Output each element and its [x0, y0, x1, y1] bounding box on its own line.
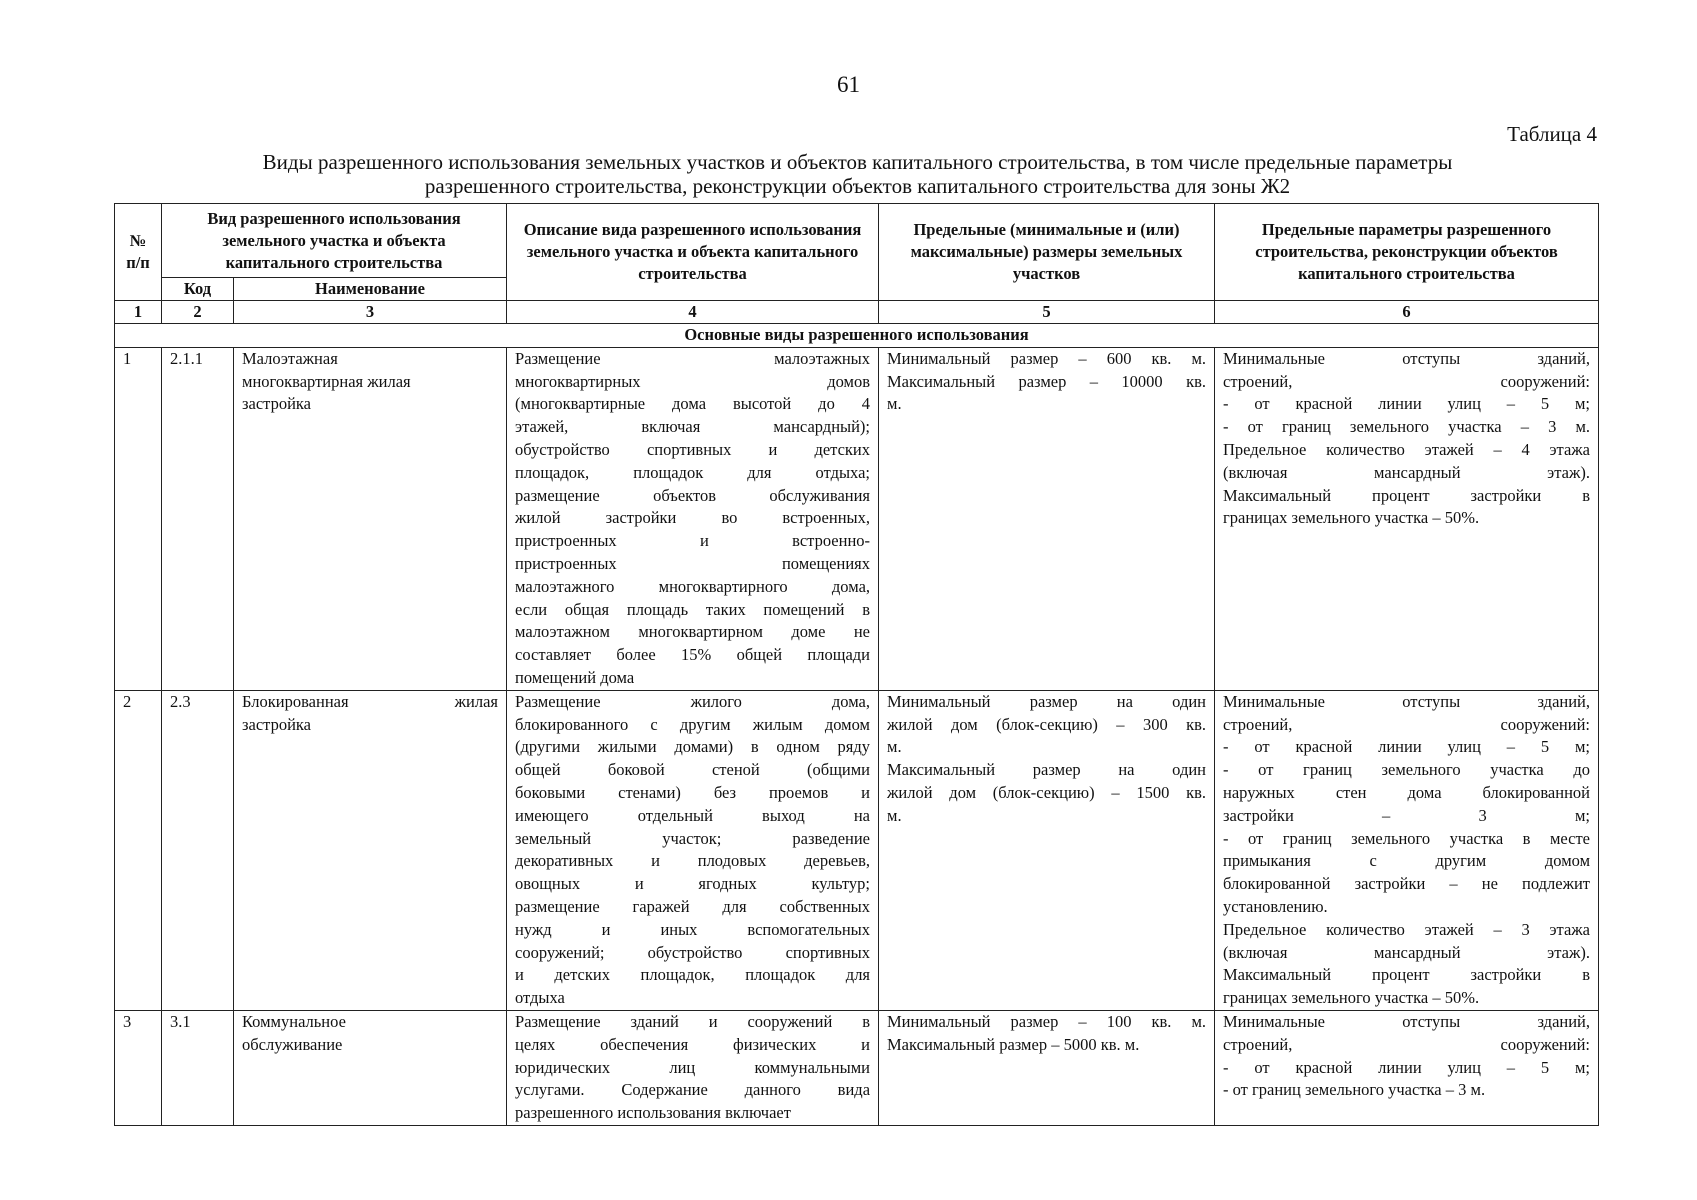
- section-row: [115, 324, 1599, 348]
- description-line: (многоквартирные дома высотой до 4: [515, 394, 871, 414]
- params-line: (включая мансардный этаж).: [1223, 462, 1591, 482]
- header-description: Описание вида разрешенного использования земельного участка и объекта капитального строительства: [507, 204, 879, 301]
- description-line: этажей, включая мансардный);: [515, 417, 871, 437]
- page-number: 61: [837, 72, 860, 97]
- params-line: - от границ земельного участка – 3 м.: [1223, 1080, 1486, 1100]
- row-number: 3: [115, 1010, 162, 1125]
- row-sizes: [879, 1010, 1215, 1125]
- row-name: [234, 347, 507, 690]
- params-line: - от красной линии улиц – 5 м;: [1223, 737, 1591, 757]
- description-line: (другими жилыми домами) в одном ряду: [515, 737, 871, 757]
- row-sizes: [879, 690, 1215, 1010]
- params-line: установлению.: [1223, 896, 1328, 916]
- description-line: обустройство спортивных и детских: [515, 439, 871, 459]
- header-num: № п/п: [115, 204, 162, 301]
- params-line: границах земельного участка – 50%.: [1223, 508, 1480, 528]
- params-line: (включая мансардный этаж).: [1223, 942, 1591, 962]
- sizes-line: м.: [887, 394, 902, 414]
- description-line: целях обеспечения физических и: [515, 1034, 871, 1054]
- params-line: - от границ земельного участка в месте: [1223, 828, 1591, 848]
- description-line: имеющего отдельный выход на: [515, 805, 871, 825]
- name-line: обслуживание: [242, 1034, 343, 1054]
- params-line: - от красной линии улиц – 5 м;: [1223, 394, 1591, 414]
- table-title-line-1: Виды разрешенного использования земельных участков и объектов капитального строительства, в том числе предельные параметры: [262, 150, 1453, 174]
- description-line: если общая площадь таких помещений в: [515, 599, 871, 619]
- params-line: наружных стен дома блокированной: [1223, 782, 1591, 802]
- header-sizes: Предельные (минимальные и (или) максимальные) размеры земельных участков: [879, 204, 1215, 301]
- row-number: 1: [115, 347, 162, 690]
- description-line: земельный участок; разведение: [515, 828, 871, 848]
- row-sizes: [879, 347, 1215, 690]
- table-title-line-2: разрешенного строительства, реконструкции объектов капитального строительства для зоны Ж2: [424, 174, 1291, 198]
- header-row: [115, 204, 1599, 278]
- description-line: размещение объектов обслуживания: [515, 485, 871, 505]
- params-line: Предельное количество этажей – 3 этажа: [1223, 919, 1591, 939]
- description-line: помещений дома: [515, 667, 635, 687]
- params-line: строений, сооружений:: [1223, 1034, 1591, 1054]
- description-line: многоквартирных домов: [515, 371, 871, 391]
- column-number: 4: [507, 301, 879, 324]
- description-line: нужд и иных вспомогательных: [515, 919, 871, 939]
- params-line: - от границ земельного участка – 3 м.: [1223, 417, 1591, 437]
- table-row: [115, 690, 1599, 1010]
- row-number: 2: [115, 690, 162, 1010]
- row-code: 2.1.1: [162, 347, 234, 690]
- params-line: строений, сооружений:: [1223, 714, 1591, 734]
- description-line: блокированного с другим жилым домом: [515, 714, 871, 734]
- params-line: застройки – 3 м;: [1223, 805, 1591, 825]
- zoning-table-container: [114, 203, 1598, 1126]
- params-line: Минимальные отступы зданий,: [1223, 691, 1591, 711]
- description-line: общей боковой стеной (общими: [515, 760, 871, 780]
- row-params: [1215, 1010, 1599, 1125]
- params-line: - от границ земельного участка до: [1223, 760, 1591, 780]
- description-line: Размещение малоэтажных: [515, 348, 871, 368]
- description-line: малоэтажного многоквартирного дома,: [515, 576, 871, 596]
- header-code: Код: [162, 278, 234, 301]
- row-code: 3.1: [162, 1010, 234, 1125]
- name-line: Коммунальное: [242, 1011, 346, 1031]
- column-number: 6: [1215, 301, 1599, 324]
- params-line: Минимальные отступы зданий,: [1223, 348, 1591, 368]
- sizes-line: м.: [887, 737, 902, 757]
- description-line: пристроенных и встроенно-: [515, 531, 871, 551]
- description-line: и детских площадок, площадок для: [515, 965, 871, 985]
- row-code: 2.3: [162, 690, 234, 1010]
- zoning-table: [114, 203, 1599, 1126]
- name-line: застройка: [242, 714, 311, 734]
- sizes-line: Минимальный размер – 100 кв. м.: [887, 1011, 1207, 1031]
- params-line: границах земельного участка – 50%.: [1223, 988, 1480, 1008]
- params-line: строений, сооружений:: [1223, 371, 1591, 391]
- column-number: 2: [162, 301, 234, 324]
- row-description: [507, 347, 879, 690]
- row-params: [1215, 347, 1599, 690]
- row-description: [507, 690, 879, 1010]
- sizes-line: Минимальный размер – 600 кв. м.: [887, 348, 1207, 368]
- description-line: пристроенных помещениях: [515, 553, 871, 573]
- description-line: юридических лиц коммунальными: [515, 1057, 871, 1077]
- name-line: Блокированная жилая: [242, 691, 499, 711]
- sizes-line: жилой дом (блок-секцию) – 300 кв.: [887, 714, 1207, 734]
- sizes-line: Минимальный размер на один: [887, 691, 1207, 711]
- description-line: разрешенного использования включает: [515, 1103, 791, 1123]
- sizes-line: Максимальный размер – 10000 кв.: [887, 371, 1207, 391]
- params-line: Предельное количество этажей – 4 этажа: [1223, 439, 1591, 459]
- description-line: сооружений; обустройство спортивных: [515, 942, 871, 962]
- row-params: [1215, 690, 1599, 1010]
- sizes-line: м.: [887, 805, 902, 825]
- column-number: 5: [879, 301, 1215, 324]
- header-name: Наименование: [234, 278, 507, 301]
- sizes-line: жилой дом (блок-секцию) – 1500 кв.: [887, 782, 1207, 802]
- params-line: Минимальные отступы зданий,: [1223, 1011, 1591, 1031]
- description-line: услугами. Содержание данного вида: [515, 1080, 871, 1100]
- column-number: 3: [234, 301, 507, 324]
- description-line: жилой застройки во встроенных,: [515, 508, 871, 528]
- row-description: [507, 1010, 879, 1125]
- name-line: многоквартирная жилая: [242, 371, 411, 391]
- table-row: [115, 347, 1599, 690]
- table-label: Таблица 4: [1507, 122, 1597, 146]
- description-line: декоративных и плодовых деревьев,: [515, 851, 871, 871]
- params-line: - от красной линии улиц – 5 м;: [1223, 1057, 1591, 1077]
- description-line: овощных и ягодных культур;: [515, 874, 871, 894]
- row-name: [234, 690, 507, 1010]
- sizes-line: Максимальный размер на один: [887, 760, 1207, 780]
- name-line: Малоэтажная: [242, 348, 338, 368]
- row-name: [234, 1010, 507, 1125]
- table-title: [118, 150, 1597, 198]
- description-line: Размещение зданий и сооружений в: [515, 1011, 871, 1031]
- header-params: Предельные параметры разрешенного строительства, реконструкции объектов капитального строительства: [1215, 204, 1599, 301]
- description-line: отдыха: [515, 988, 565, 1008]
- section-title: Основные виды разрешенного использования: [115, 324, 1599, 348]
- sizes-line: Максимальный размер – 5000 кв. м.: [887, 1034, 1140, 1054]
- description-line: малоэтажном многоквартирном доме не: [515, 622, 871, 642]
- description-line: площадок, площадок для отдыха;: [515, 462, 871, 482]
- description-line: боковыми стенами) без проемов и: [515, 782, 871, 802]
- description-line: составляет более 15% общей площади: [515, 645, 871, 665]
- header-kind: Вид разрешенного использования земельного участка и объекта капитального строительства: [162, 204, 507, 278]
- description-line: размещение гаражей для собственных: [515, 896, 871, 916]
- column-number-row: [115, 301, 1599, 324]
- params-line: блокированной застройки – не подлежит: [1223, 874, 1591, 894]
- description-line: Размещение жилого дома,: [515, 691, 871, 711]
- params-line: Максимальный процент застройки в: [1223, 965, 1591, 985]
- column-number: 1: [115, 301, 162, 324]
- params-line: Максимальный процент застройки в: [1223, 485, 1591, 505]
- table-row: [115, 1010, 1599, 1125]
- name-line: застройка: [242, 394, 311, 414]
- params-line: примыкания с другим домом: [1223, 851, 1591, 871]
